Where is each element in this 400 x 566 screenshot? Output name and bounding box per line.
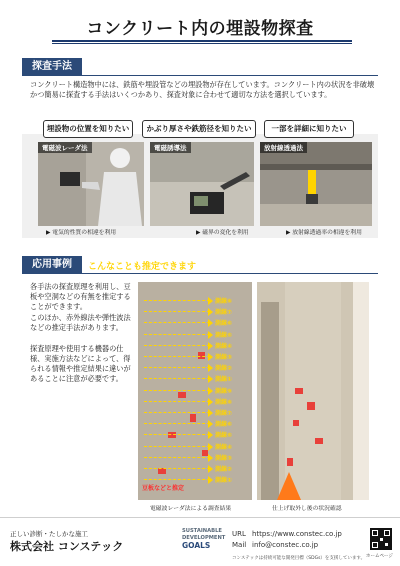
- footer-divider: [0, 517, 400, 518]
- method-heading-position: 埋設物の位置を知りたい: [43, 120, 133, 138]
- scan-line-label: 測線①: [215, 376, 233, 384]
- scan-line-label: 測線③: [215, 354, 233, 361]
- scan-line-arrow: [138, 430, 252, 440]
- photo-radiography-method: [260, 142, 372, 226]
- caption-radiography: ▶ 放射線透過率の相違を利用: [286, 230, 362, 236]
- scan-line-arrow: [138, 318, 252, 328]
- scan-line-label: 測線⑧: [215, 298, 233, 305]
- scan-line-label: 測線⑦: [215, 410, 233, 417]
- arrow-line: [144, 378, 210, 379]
- page-title: コンクリート内の埋設物探査: [86, 19, 314, 39]
- caption-radar: ▶ 電気的性質の相違を利用: [46, 230, 117, 236]
- scan-line-arrow: [138, 453, 252, 463]
- company-logo-text: 株式会社 コンステック: [10, 540, 124, 553]
- arrow-head-icon: [208, 420, 213, 428]
- arrow-line: [144, 356, 210, 357]
- arrow-head-icon: [208, 331, 213, 339]
- scan-line-arrow: [138, 419, 252, 429]
- arrow-line: [144, 390, 210, 391]
- mail-link[interactable]: info@constec.co.jp: [252, 541, 319, 549]
- caption-induction: ▶ 磁界の変化を利用: [196, 230, 249, 236]
- sdgs-logo: [182, 528, 225, 549]
- arrow-line: [144, 468, 210, 469]
- scan-line-label: 測線④: [215, 342, 233, 350]
- scan-line-label: 測線⑥: [215, 421, 233, 429]
- scan-line-arrow: [138, 442, 252, 452]
- url-label: URL: [232, 530, 246, 538]
- arrow-head-icon: [208, 454, 213, 462]
- scan-line-label: 測線⑦: [215, 309, 233, 317]
- scan-line-arrow: [138, 330, 252, 340]
- section-header-methods: [0, 58, 400, 76]
- scan-line-label: 測線②: [215, 466, 233, 473]
- photo-induction-method: [150, 142, 254, 226]
- arrow-head-icon: [208, 319, 213, 327]
- arrow-line: [144, 300, 210, 301]
- arrow-head-icon: [208, 409, 213, 417]
- wall-background-image: [257, 282, 369, 500]
- example-paragraph-3: 探査原理や使用する機器の仕様、実施方法などによって、得られる情報や推定結果に違いがあることに注意が必要です。: [30, 344, 131, 383]
- sdg-goals: GOALS: [182, 541, 211, 550]
- scan-line-arrow: [138, 408, 252, 418]
- arrow-line: [144, 446, 210, 447]
- photo-radar-method: [38, 142, 144, 226]
- qr-pattern: [370, 528, 392, 550]
- arrow-line: [144, 457, 210, 458]
- scan-line-arrow: [138, 352, 252, 362]
- arrow-line: [144, 322, 210, 323]
- mail-label: Mail: [232, 541, 247, 549]
- arrow-head-icon: [208, 398, 213, 406]
- arrow-head-icon: [208, 353, 213, 361]
- scan-line-label: 測線⑤: [215, 331, 233, 339]
- arrow-line: [144, 479, 210, 480]
- photo-label-radiography: 放射線透過法: [260, 142, 307, 153]
- scan-line-arrow: [138, 386, 252, 396]
- arrow-head-icon: [208, 443, 213, 451]
- qr-code-icon[interactable]: [370, 528, 392, 550]
- section-rule: [22, 75, 378, 76]
- section-header-examples: [0, 256, 400, 274]
- qr-caption: ホームページ: [366, 554, 393, 559]
- arrow-line: [144, 412, 210, 413]
- after-removal-photo: [257, 282, 369, 500]
- radar-scan-result-photo: [138, 282, 252, 500]
- title-underline-thin: [52, 43, 352, 44]
- scan-annotation: 豆板などと推定: [142, 485, 185, 492]
- scan-line-arrow: [138, 374, 252, 384]
- sdg-line-2: DEVELOPMENT: [182, 535, 226, 541]
- arrow-line: [144, 423, 210, 424]
- induction-scene-image: [150, 142, 254, 226]
- scan-line-label: 測線⑤: [215, 432, 233, 440]
- scan-line-arrow: [138, 363, 252, 373]
- intro-text: コンクリート構造物中には、鉄筋や埋設管などの埋設物が存在しています。コンクリート内の状況を非破壊かつ簡易に探査する手法はいくつかあり、探査対象に合わせて適切な方法を選択しています。: [30, 80, 375, 99]
- section-tab-examples: 応用事例: [22, 256, 82, 274]
- radar-scene-image: [38, 142, 144, 226]
- arrow-line: [144, 345, 210, 346]
- title-underline: [52, 40, 352, 42]
- scan-line-label: 測線⑨: [215, 387, 233, 395]
- arrow-head-icon: [208, 375, 213, 383]
- scan-line-arrow: [138, 464, 252, 474]
- radiography-scene-image: [260, 142, 372, 226]
- example-paragraph-2: このほか、赤外線法や弾性波法などの推定手法があります。: [30, 313, 131, 332]
- arrow-head-icon: [208, 342, 213, 350]
- examples-subtitle: こんなことも推定できます: [88, 262, 197, 272]
- scan-line-label: 測線⑥: [215, 320, 233, 328]
- photo-label-radar: 電磁波レーダ法: [38, 142, 92, 153]
- arrow-line: [144, 311, 210, 312]
- scan-line-arrow: [138, 341, 252, 351]
- arrow-line: [144, 434, 210, 435]
- arrow-line: [144, 334, 210, 335]
- scan-line-label: 測線①: [215, 477, 233, 485]
- company-tagline: 正しい診断・たしかな施工: [10, 530, 88, 538]
- arrow-head-icon: [208, 465, 213, 473]
- caption-after-removal: 仕上げ取外し後の状況確認: [272, 506, 342, 512]
- arrow-head-icon: [208, 387, 213, 395]
- arrow-head-icon: [208, 476, 213, 484]
- section-rule: [22, 273, 378, 274]
- example-paragraph-1: 各手法の探査原理を利用し、豆板や空洞などの有無を推定することができます。: [30, 282, 131, 311]
- url-link[interactable]: https://www.constec.co.jp: [252, 530, 342, 538]
- method-heading-detail: 一部を詳細に知りたい: [264, 120, 354, 138]
- sdg-line-1: SUSTAINABLE: [182, 528, 222, 534]
- section-tab-methods: 探査手法: [22, 58, 82, 76]
- arrow-head-icon: [208, 297, 213, 305]
- scan-line-label: 測線③: [215, 454, 233, 462]
- sdg-support-note: コンステックは持続可能な開発目標（SDGs）を支援しています。: [232, 556, 366, 561]
- photo-label-induction: 電磁誘導法: [150, 142, 191, 153]
- scan-line-label: 測線②: [215, 365, 233, 373]
- arrow-line: [144, 367, 210, 368]
- arrow-head-icon: [208, 431, 213, 439]
- scan-line-label: 測線④: [215, 443, 233, 451]
- scan-line-arrow: [138, 307, 252, 317]
- arrow-head-icon: [208, 364, 213, 372]
- scan-line-arrow: [138, 397, 252, 407]
- caption-scan-result: 電磁波レーダ法による調査結果: [150, 506, 232, 512]
- arrow-head-icon: [208, 308, 213, 316]
- method-heading-cover: かぶり厚さや鉄筋径を知りたい: [142, 120, 256, 138]
- scan-line-label: 測線⑧: [215, 398, 233, 406]
- arrow-line: [144, 401, 210, 402]
- scan-line-arrow: [138, 296, 252, 306]
